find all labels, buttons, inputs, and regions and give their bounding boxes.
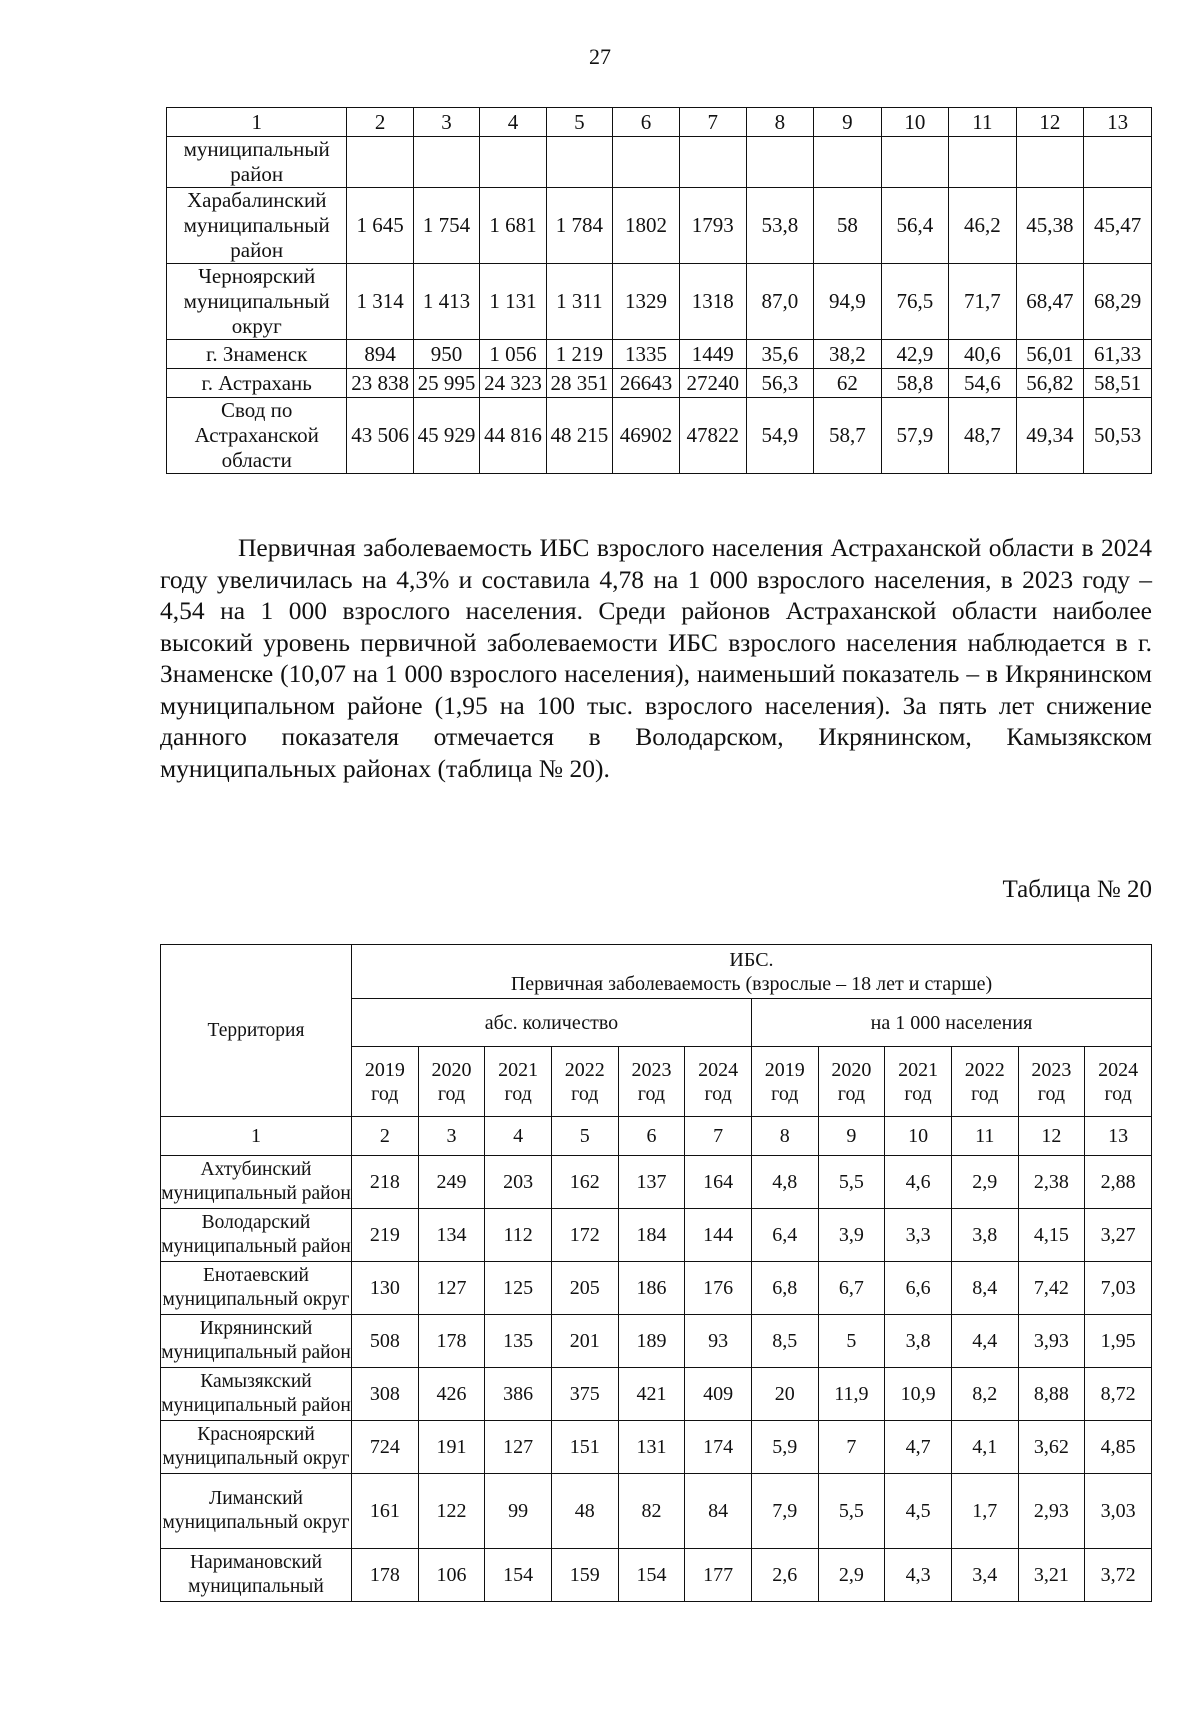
value-cell: 127 — [485, 1421, 552, 1474]
value-cell: 76,5 — [881, 264, 948, 340]
value-cell: 46902 — [613, 398, 680, 474]
value-cell: 177 — [685, 1549, 752, 1602]
value-cell: 164 — [685, 1156, 752, 1209]
year-word: год — [971, 1082, 999, 1105]
value-cell: 1329 — [613, 264, 680, 340]
value-cell: 6,4 — [751, 1209, 818, 1262]
value-cell: 35,6 — [746, 340, 813, 369]
year-word: год — [1037, 1082, 1066, 1105]
column-index-cell: 1 — [161, 1117, 352, 1156]
table-title-line1: ИБС. — [729, 948, 774, 971]
value-cell: 43 506 — [347, 398, 413, 474]
year-value: 2022 — [964, 1058, 1005, 1081]
column-index-cell: 5 — [546, 108, 612, 137]
value-cell: 191 — [418, 1421, 485, 1474]
value-cell: 50,53 — [1084, 398, 1152, 474]
year-value: 2023 — [1031, 1058, 1072, 1081]
value-cell — [1084, 137, 1152, 188]
value-cell: 130 — [352, 1262, 419, 1315]
value-cell: 7,03 — [1085, 1262, 1152, 1315]
table-row — [167, 137, 1152, 188]
year-word: год — [371, 1082, 399, 1105]
value-cell: 159 — [551, 1549, 618, 1602]
value-cell: 87,0 — [746, 264, 813, 340]
table-row — [161, 1474, 1152, 1549]
table-row — [167, 369, 1152, 398]
value-cell: 8,5 — [751, 1315, 818, 1368]
year-header-cell — [485, 1047, 552, 1117]
value-cell: 5 — [818, 1315, 885, 1368]
territory-name-cell: г. Астрахань — [167, 369, 347, 398]
table-row — [161, 1156, 1152, 1209]
year-value: 2019 — [764, 1058, 805, 1081]
value-cell: 1 314 — [347, 264, 413, 340]
value-cell: 3,8 — [951, 1209, 1018, 1262]
value-cell: 1,7 — [951, 1474, 1018, 1549]
territory-name-cell: Красноярский муниципальный округ — [161, 1421, 352, 1474]
value-cell: 1449 — [679, 340, 746, 369]
value-cell: 27240 — [679, 369, 746, 398]
column-index-cell: 4 — [485, 1117, 552, 1156]
year-header-cell — [352, 1047, 419, 1117]
territory-header: Территория — [161, 945, 352, 1117]
year-value: 2024 — [1098, 1058, 1139, 1081]
year-header-cell — [1018, 1047, 1085, 1117]
year-value: 2021 — [898, 1058, 939, 1081]
value-cell: 5,5 — [818, 1474, 885, 1549]
value-cell: 178 — [352, 1549, 419, 1602]
table-row — [167, 188, 1152, 264]
value-cell: 176 — [685, 1262, 752, 1315]
year-header-cell — [885, 1047, 952, 1117]
value-cell: 99 — [485, 1474, 552, 1549]
value-cell: 38,2 — [814, 340, 881, 369]
value-cell: 48 215 — [546, 398, 612, 474]
value-cell: 48 — [551, 1474, 618, 1549]
value-cell: 189 — [618, 1315, 685, 1368]
value-cell: 2,88 — [1085, 1156, 1152, 1209]
table-title-line2: Первичная заболеваемость (взрослые – 18 лет и старше) — [510, 972, 993, 995]
value-cell: 1 681 — [480, 188, 546, 264]
value-cell: 4,85 — [1085, 1421, 1152, 1474]
value-cell: 57,9 — [881, 398, 948, 474]
value-cell: 4,1 — [951, 1421, 1018, 1474]
page-number: 27 — [589, 44, 611, 69]
year-value: 2023 — [631, 1058, 672, 1081]
value-cell: 5,5 — [818, 1156, 885, 1209]
value-cell: 54,9 — [746, 398, 813, 474]
value-cell: 82 — [618, 1474, 685, 1549]
column-index-cell: 10 — [885, 1117, 952, 1156]
column-index-cell: 13 — [1085, 1117, 1152, 1156]
value-cell: 122 — [418, 1474, 485, 1549]
value-cell — [881, 137, 948, 188]
value-cell: 154 — [485, 1549, 552, 1602]
column-index-cell: 9 — [814, 108, 881, 137]
territory-name-cell: Свод по Астраханской области — [167, 398, 347, 474]
value-cell: 1793 — [679, 188, 746, 264]
value-cell: 6,6 — [885, 1262, 952, 1315]
column-index-cell: 11 — [951, 1117, 1018, 1156]
territory-name-cell: Володарский муниципальный район — [161, 1209, 352, 1262]
value-cell — [679, 137, 746, 188]
value-cell — [613, 137, 680, 188]
year-value: 2020 — [831, 1058, 872, 1081]
column-index-cell: 11 — [949, 108, 1016, 137]
value-cell: 2,6 — [751, 1549, 818, 1602]
value-cell — [746, 137, 813, 188]
year-header-cell — [551, 1047, 618, 1117]
value-cell: 2,38 — [1018, 1156, 1085, 1209]
value-cell: 68,29 — [1084, 264, 1152, 340]
value-cell: 3,62 — [1018, 1421, 1085, 1474]
value-cell: 58,51 — [1084, 369, 1152, 398]
value-cell: 26643 — [613, 369, 680, 398]
value-cell: 151 — [551, 1421, 618, 1474]
value-cell: 134 — [418, 1209, 485, 1262]
year-word: год — [837, 1082, 866, 1105]
value-cell: 125 — [485, 1262, 552, 1315]
value-cell: 56,82 — [1016, 369, 1084, 398]
value-cell: 25 995 — [413, 369, 479, 398]
table-row — [161, 1368, 1152, 1421]
value-cell: 7,9 — [751, 1474, 818, 1549]
body-paragraph: Первичная заболеваемость ИБС взрослого населения Астраханской области в 2024 году увеличилась на 4,3% и составила 4,78 на 1 000 взрослого населения, в 2023 году – 4,54 на 1 000 взрослого населения. Среди районов Астраханской области наиболее высокий уровень первичной заболеваемости ИБС взрослого населения наблюдается в г. Знаменске (10,07 на 1 000 взрослого населения), наименьший показатель – в Икрянинском муниципальном районе (1,95 на 100 тыс. взрослого населения). За пять лет снижение данного показателя отмечается в Володарском, Икрянинском, Камызякском муниципальных районах (таблица № 20). — [160, 533, 1152, 783]
year-header-cell — [685, 1047, 752, 1117]
value-cell — [814, 137, 881, 188]
year-word: год — [437, 1082, 466, 1105]
value-cell: 10,9 — [885, 1368, 952, 1421]
value-cell: 219 — [352, 1209, 419, 1262]
value-cell: 1 219 — [546, 340, 612, 369]
year-header-cell — [951, 1047, 1018, 1117]
value-cell: 1 413 — [413, 264, 479, 340]
column-index-cell: 6 — [618, 1117, 685, 1156]
year-header-cell — [818, 1047, 885, 1117]
value-cell: 4,3 — [885, 1549, 952, 1602]
year-word: год — [571, 1082, 599, 1105]
year-value: 2019 — [364, 1058, 405, 1081]
value-cell: 6,8 — [751, 1262, 818, 1315]
value-cell: 112 — [485, 1209, 552, 1262]
year-value: 2022 — [564, 1058, 605, 1081]
value-cell: 2,9 — [818, 1549, 885, 1602]
territory-name-cell: муниципальный район — [167, 137, 347, 188]
value-cell: 894 — [347, 340, 413, 369]
column-index-cell: 10 — [881, 108, 948, 137]
value-cell: 3,93 — [1018, 1315, 1085, 1368]
territory-name-cell: Камызякский муниципальный район — [161, 1368, 352, 1421]
column-index-row — [161, 1117, 1152, 1156]
value-cell: 40,6 — [949, 340, 1016, 369]
value-cell: 1 645 — [347, 188, 413, 264]
table-row — [161, 1262, 1152, 1315]
territory-name-cell: г. Знаменск — [167, 340, 347, 369]
territory-name-cell: Икрянинский муниципальный район — [161, 1315, 352, 1368]
value-cell: 172 — [551, 1209, 618, 1262]
table-caption: Таблица № 20 — [1002, 876, 1152, 903]
value-cell: 3,9 — [818, 1209, 885, 1262]
year-header-cell — [418, 1047, 485, 1117]
column-index-cell: 12 — [1016, 108, 1084, 137]
value-cell: 56,01 — [1016, 340, 1084, 369]
table-row — [167, 340, 1152, 369]
year-word: год — [904, 1082, 932, 1105]
territory-name-cell: Лиманский муниципальный округ — [161, 1474, 352, 1549]
value-cell: 1335 — [613, 340, 680, 369]
value-cell: 201 — [551, 1315, 618, 1368]
value-cell: 4,4 — [951, 1315, 1018, 1368]
value-cell: 1802 — [613, 188, 680, 264]
value-cell: 724 — [352, 1421, 419, 1474]
value-cell: 7,42 — [1018, 1262, 1085, 1315]
value-cell: 45,38 — [1016, 188, 1084, 264]
value-cell: 203 — [485, 1156, 552, 1209]
value-cell: 94,9 — [814, 264, 881, 340]
value-cell: 375 — [551, 1368, 618, 1421]
value-cell: 45 929 — [413, 398, 479, 474]
value-cell: 4,8 — [751, 1156, 818, 1209]
column-index-cell: 8 — [751, 1117, 818, 1156]
column-index-cell: 12 — [1018, 1117, 1085, 1156]
value-cell: 386 — [485, 1368, 552, 1421]
year-word: год — [637, 1082, 666, 1105]
value-cell: 144 — [685, 1209, 752, 1262]
value-cell: 4,15 — [1018, 1209, 1085, 1262]
value-cell: 3,72 — [1085, 1549, 1152, 1602]
year-value: 2020 — [431, 1058, 472, 1081]
value-cell — [413, 137, 479, 188]
value-cell: 71,7 — [949, 264, 1016, 340]
value-cell: 58,8 — [881, 369, 948, 398]
year-header-cell — [1085, 1047, 1152, 1117]
year-header-cell — [618, 1047, 685, 1117]
value-cell: 8,72 — [1085, 1368, 1152, 1421]
value-cell: 44 816 — [480, 398, 546, 474]
value-cell: 28 351 — [546, 369, 612, 398]
value-cell: 1,95 — [1085, 1315, 1152, 1368]
value-cell: 1 754 — [413, 188, 479, 264]
value-cell: 162 — [551, 1156, 618, 1209]
table-title-header — [352, 945, 1152, 999]
value-cell: 58 — [814, 188, 881, 264]
value-cell: 53,8 — [746, 188, 813, 264]
value-cell: 426 — [418, 1368, 485, 1421]
value-cell: 42,9 — [881, 340, 948, 369]
value-cell: 106 — [418, 1549, 485, 1602]
value-cell: 11,9 — [818, 1368, 885, 1421]
table-row — [167, 264, 1152, 340]
year-value: 2021 — [498, 1058, 539, 1081]
year-word: год — [704, 1082, 732, 1105]
column-index-cell: 7 — [685, 1117, 752, 1156]
value-cell: 3,03 — [1085, 1474, 1152, 1549]
value-cell: 68,47 — [1016, 264, 1084, 340]
value-cell: 4,6 — [885, 1156, 952, 1209]
value-cell: 5,9 — [751, 1421, 818, 1474]
table-row — [161, 1549, 1152, 1602]
value-cell: 154 — [618, 1549, 685, 1602]
value-cell: 308 — [352, 1368, 419, 1421]
column-index-cell: 3 — [413, 108, 479, 137]
value-cell: 3,4 — [951, 1549, 1018, 1602]
value-cell: 3,8 — [885, 1315, 952, 1368]
value-cell: 20 — [751, 1368, 818, 1421]
value-cell: 23 838 — [347, 369, 413, 398]
value-cell: 56,4 — [881, 188, 948, 264]
year-word: год — [771, 1082, 799, 1105]
value-cell: 127 — [418, 1262, 485, 1315]
value-cell — [480, 137, 546, 188]
table-header-row — [167, 108, 1152, 137]
group-header-abs: абс. количество — [352, 999, 752, 1047]
value-cell — [1016, 137, 1084, 188]
value-cell: 3,21 — [1018, 1549, 1085, 1602]
value-cell: 421 — [618, 1368, 685, 1421]
territory-name-cell: Ахтубинский муниципальный район — [161, 1156, 352, 1209]
territory-name-cell: Енотаевский муниципальный округ — [161, 1262, 352, 1315]
column-index-cell: 2 — [347, 108, 413, 137]
value-cell: 4,5 — [885, 1474, 952, 1549]
column-index-cell: 8 — [746, 108, 813, 137]
value-cell: 49,34 — [1016, 398, 1084, 474]
value-cell: 161 — [352, 1474, 419, 1549]
territory-name-cell: Наримановский муниципальный — [161, 1549, 352, 1602]
year-value: 2024 — [698, 1058, 739, 1081]
value-cell: 178 — [418, 1315, 485, 1368]
value-cell: 184 — [618, 1209, 685, 1262]
value-cell: 2,93 — [1018, 1474, 1085, 1549]
value-cell: 135 — [485, 1315, 552, 1368]
value-cell: 62 — [814, 369, 881, 398]
value-cell: 24 323 — [480, 369, 546, 398]
value-cell: 3,27 — [1085, 1209, 1152, 1262]
table-row — [161, 1421, 1152, 1474]
value-cell: 6,7 — [818, 1262, 885, 1315]
value-cell: 8,4 — [951, 1262, 1018, 1315]
territory-name-cell: Харабалинский муниципальный район — [167, 188, 347, 264]
value-cell: 249 — [418, 1156, 485, 1209]
value-cell: 84 — [685, 1474, 752, 1549]
table-ibs-incidence — [160, 944, 1152, 1602]
value-cell: 93 — [685, 1315, 752, 1368]
column-index-cell: 13 — [1084, 108, 1152, 137]
value-cell: 218 — [352, 1156, 419, 1209]
table-row — [161, 1209, 1152, 1262]
column-index-cell: 9 — [818, 1117, 885, 1156]
group-header-rate: на 1 000 населения — [751, 999, 1151, 1047]
value-cell: 2,9 — [951, 1156, 1018, 1209]
value-cell: 58,7 — [814, 398, 881, 474]
value-cell: 1 311 — [546, 264, 612, 340]
table-row — [167, 398, 1152, 474]
value-cell: 48,7 — [949, 398, 1016, 474]
value-cell: 950 — [413, 340, 479, 369]
value-cell: 7 — [818, 1421, 885, 1474]
value-cell: 54,6 — [949, 369, 1016, 398]
column-index-cell: 5 — [551, 1117, 618, 1156]
value-cell: 45,47 — [1084, 188, 1152, 264]
column-index-cell: 2 — [352, 1117, 419, 1156]
value-cell: 205 — [551, 1262, 618, 1315]
value-cell: 56,3 — [746, 369, 813, 398]
value-cell: 186 — [618, 1262, 685, 1315]
value-cell: 4,7 — [885, 1421, 952, 1474]
value-cell: 137 — [618, 1156, 685, 1209]
column-index-cell: 1 — [167, 108, 347, 137]
year-header-cell — [751, 1047, 818, 1117]
territory-name-cell: Черноярский муниципальный округ — [167, 264, 347, 340]
column-index-cell: 4 — [480, 108, 546, 137]
value-cell: 174 — [685, 1421, 752, 1474]
value-cell — [949, 137, 1016, 188]
column-index-cell: 3 — [418, 1117, 485, 1156]
value-cell: 409 — [685, 1368, 752, 1421]
column-index-cell: 7 — [679, 108, 746, 137]
value-cell: 47822 — [679, 398, 746, 474]
value-cell — [347, 137, 413, 188]
year-word: год — [504, 1082, 532, 1105]
value-cell: 1 056 — [480, 340, 546, 369]
value-cell: 1318 — [679, 264, 746, 340]
value-cell: 61,33 — [1084, 340, 1152, 369]
value-cell: 8,88 — [1018, 1368, 1085, 1421]
value-cell: 46,2 — [949, 188, 1016, 264]
value-cell — [546, 137, 612, 188]
value-cell: 3,3 — [885, 1209, 952, 1262]
table-row — [161, 1315, 1152, 1368]
value-cell: 8,2 — [951, 1368, 1018, 1421]
value-cell: 131 — [618, 1421, 685, 1474]
column-index-cell: 6 — [613, 108, 680, 137]
table-continuation — [166, 107, 1152, 474]
value-cell: 1 784 — [546, 188, 612, 264]
year-word: год — [1104, 1082, 1132, 1105]
value-cell: 508 — [352, 1315, 419, 1368]
value-cell: 1 131 — [480, 264, 546, 340]
